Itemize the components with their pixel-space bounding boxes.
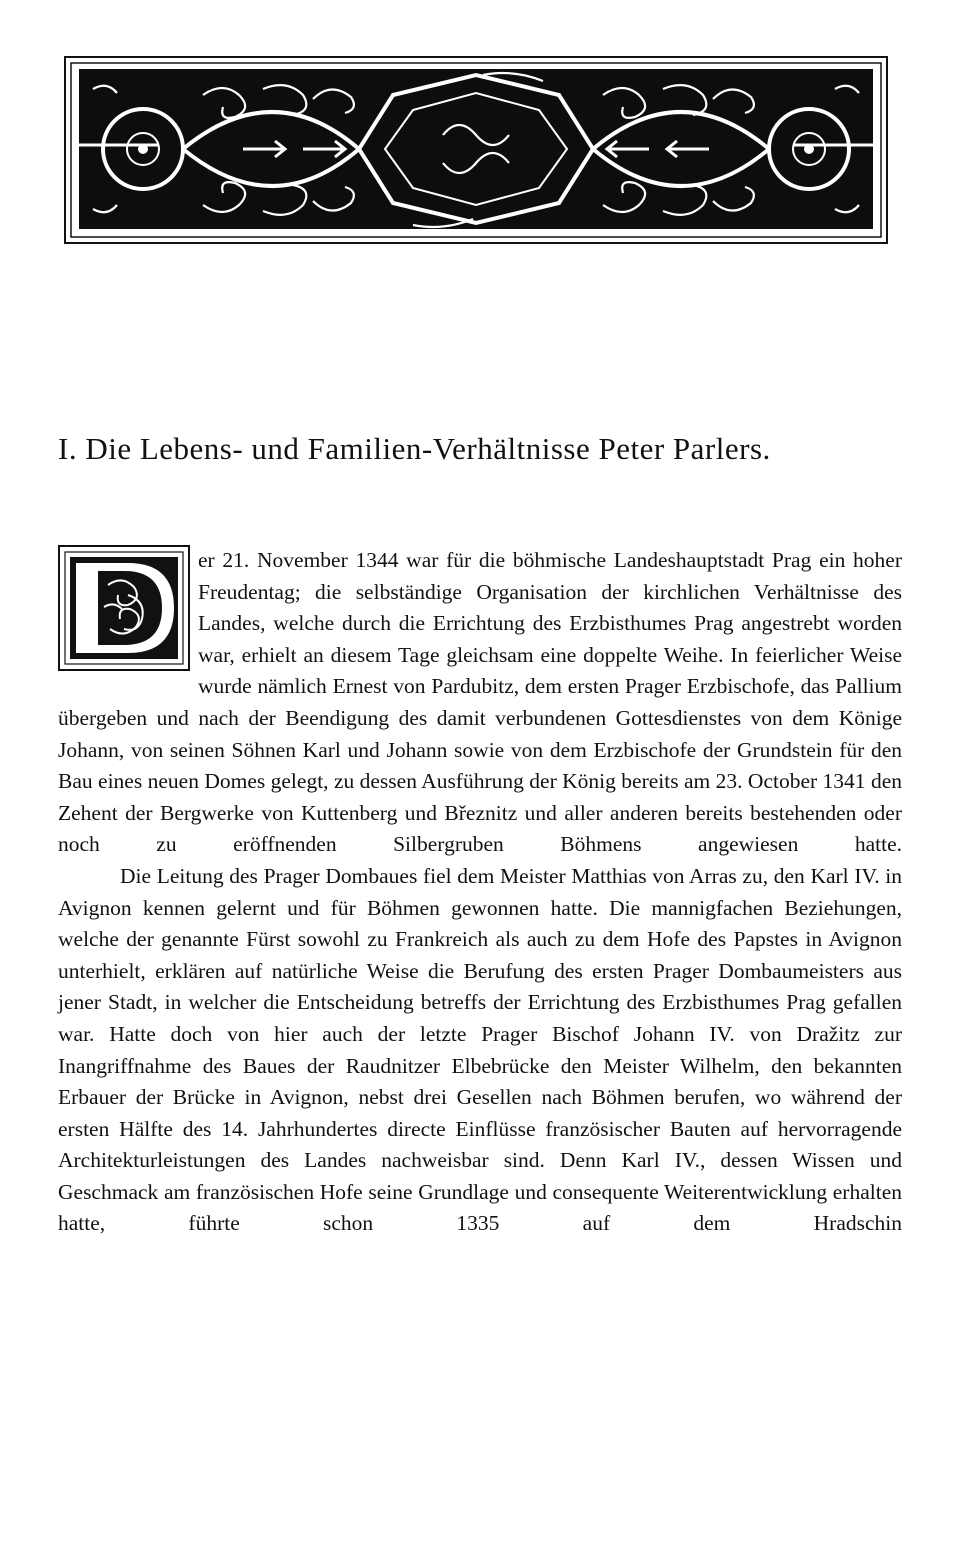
paragraph-1: er 21. November 1344 war für die böhmische Landeshauptstadt Prag ein hoher Freudentag; die selbständige Organisation der kirchlichen Verhältnisse des Landes, welche durch die Errichtung des Erzbisthumes Prag angestrebt worden war, erhielt an diesem Tage gleichsam eine doppelte Weihe. In feierlicher Weise wurde nämlich Ernest von Pardubitz, dem ersten Prager Erzbischofe, das Pallium übergeben und nach der Beendigung des damit verbundenen Gottesdienstes von dem Könige Johann, von seinen Söhnen Karl und Johann sowie von dem Erzbischofe der Grundstein für den Bau eines neuen Domes gelegt, zu dessen Ausführung der König bereits am 23. October 1341 den Zehent der Bergwerke von Kuttenberg und Březnitz und aller anderen bereits bestehenden oder noch zu eröffnenden Silbergruben Böhmens angewiesen hatte.: [58, 548, 902, 857]
paragraph-2: Die Leitung des Prager Dombaues fiel dem Meister Matthias von Arras zu, den Karl IV. in Avignon kennen gelernt und für Böhmen gewonnen hatte. Die mannigfachen Beziehungen, welche der genannte Fürst sowohl zu Frankreich als auch zu dem Hofe des Papstes in Avignon unterhielt, erklären auf natürliche Weise die Berufung des ersten Prager Dombaumeisters aus jener Stadt, in welcher die Entscheidung betreffs der Errichtung des Erzbisthumes Prag gefallen war. Hatte doch von hier auch der letzte Prager Bischof Johann IV. von Dražitz zur Inangriffnahme des Baues der Raudnitzer Elbebrücke den Meister Wilhelm, den bekannten Erbauer der Brücke in Avignon, nebst drei Gesellen nach Böhmen berufen, wo während der ersten Hälfte des 14. Jahrhundertes directe Einflüsse französischer Bauten auf hervorragende Architekturleistungen des Landes nachweisbar sind. Denn Karl IV., dessen Wissen und Geschmack am französischen Hofe seine Grundlage und consequente Weiterentwicklung erhalten hatte, führte schon 1335 auf dem Hradschin: [58, 863, 902, 1236]
ornamental-header-band-icon: [63, 55, 889, 247]
chapter-title: I. Die Lebens- und Familien-Verhältnisse Peter Parlers.: [58, 431, 771, 466]
decorated-initial-d-icon: [58, 545, 190, 675]
body-text: [58, 545, 902, 1240]
